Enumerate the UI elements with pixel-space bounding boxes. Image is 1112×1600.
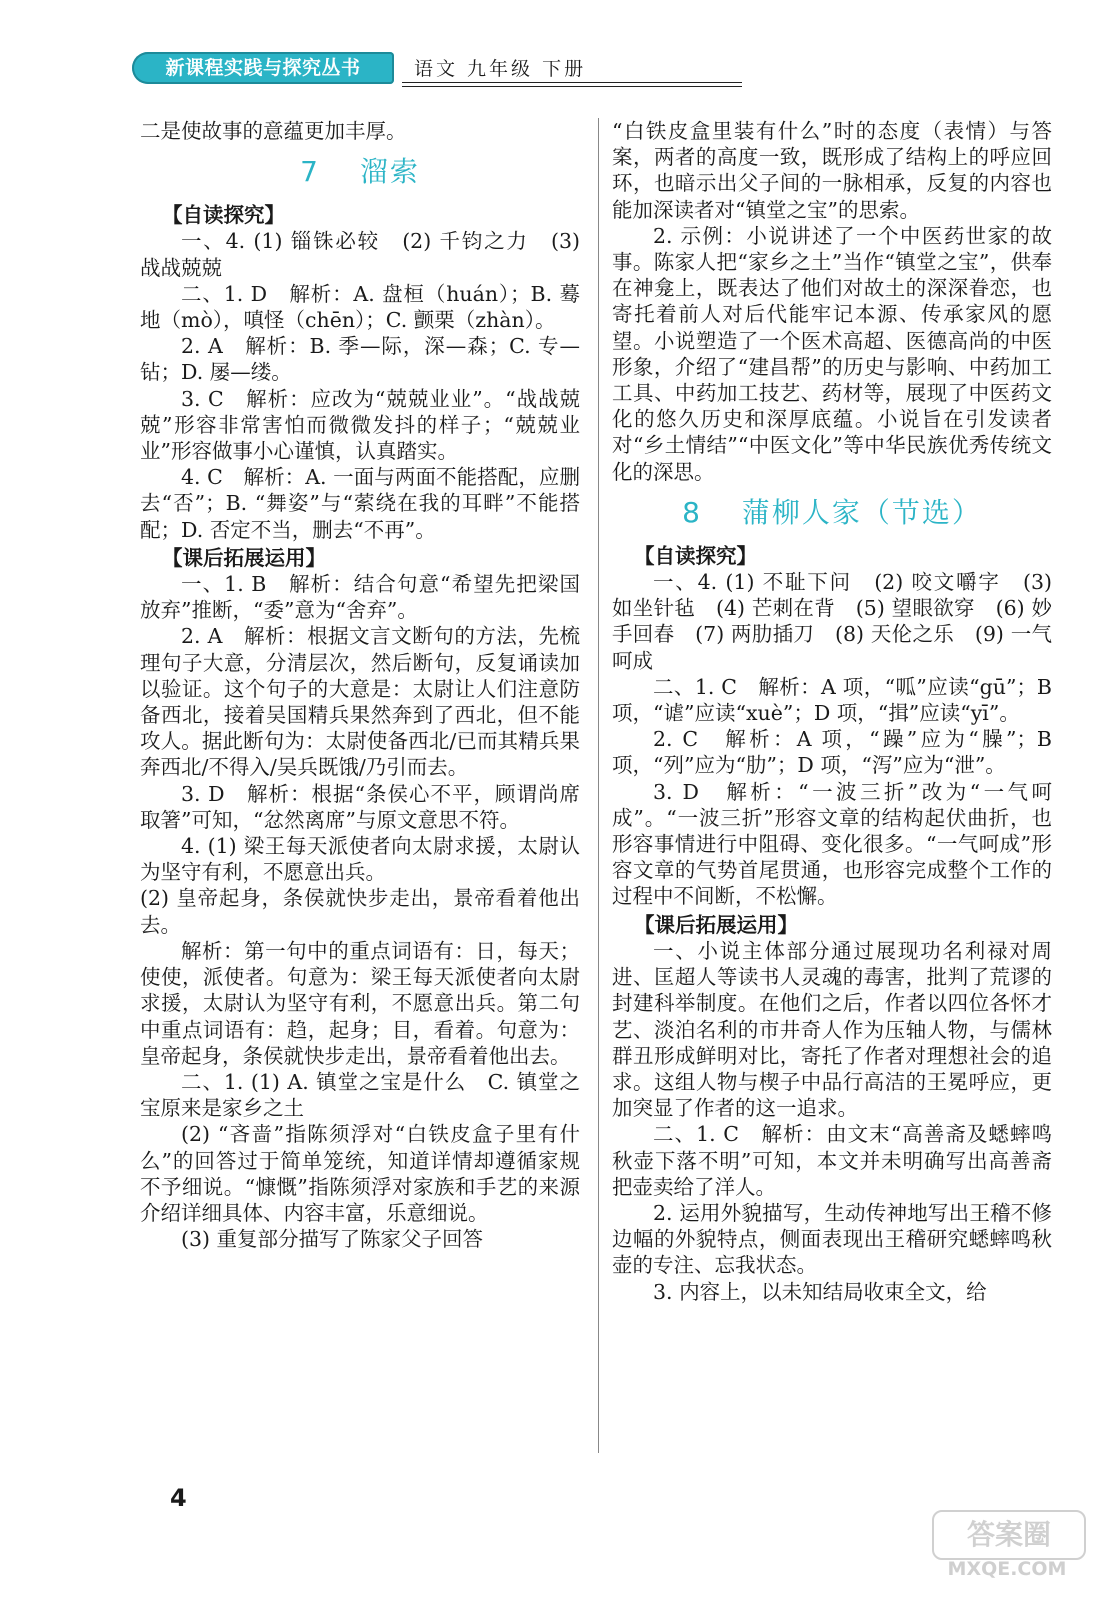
answer-paragraph: 3. D 解析：根据“条侯心不平，顾谓尚席取箸”可知，“忿然离席”与原文意思不符。 [140,781,580,832]
answer-paragraph: (2) “吝啬”指陈须浮对“白铁皮盒子里有什么”的回答过于简单笼统，知道详情却遵循家规不予细说。“慷慨”指陈须浮对家族和手艺的来源介绍详细具体、内容丰富，乐意细说。 [140,1122,580,1225]
section-heading: 【课后拓展运用】 [634,912,798,937]
answer-paragraph: 一、小说主体部分通过展现功名利禄对周进、匡超人等读书人灵魂的毒害，批判了荒谬的封建科举制度。在他们之后，作者以四位各怀才艺、淡泊名利的市井奇人作为压轴人物，与儒林群丑形成鲜明对比，寄托了作者对理想社会的追求。这组人物与楔子中品行高洁的王冕呼应，更加突显了作者的这一追求。 [612,938,1052,1121]
answer-paragraph: 2. A 解析：B. 季—际，深—森；C. 专—钻；D. 屡—缕。 [140,334,580,385]
answer-paragraph: 一、4. (1) 不耻下问 (2) 咬文嚼字 (3) 如坐针毡 (4) 芒刺在背 (5) 望眼欲穿 (6) 妙手回春 (7) 两肋插刀 (8) 天伦之乐 (9) 一气呵成 [612,570,1052,673]
answer-paragraph: 3. C 解析：应改为“兢兢业业”。“战战兢兢”形容非常害怕而微微发抖的样子；“兢兢业业”形容做事小心谨慎，认真踏实。 [140,386,580,464]
answer-paragraph: 4. C 解析：A. 一面与两面不能搭配，应删去“否”；B. “舞姿”与“萦绕在我的耳畔”不能搭配；D. 否定不当，删去“不再”。 [140,465,580,542]
grade-label: 语文 九年级 下册 [414,58,587,80]
page-number: 4 [170,1484,187,1512]
answer-paragraph: 二、1. D 解析：A. 盘桓（huán）；B. 蓦地（mò），嗔怪（chēn）；C. 颤栗（zhàn）。 [140,281,580,333]
answer-paragraph: 2. 运用外貌描写，生动传神地写出王稽不修边幅的外貌特点，侧面表现出王稽研究蟋蟀鸣秋壶的专注、忘我状态。 [612,1200,1052,1278]
answer-paragraph: 解析：第一句中的重点词语有：日，每天；使使，派使者。句意为：梁王每天派使者向太尉求援，太尉认为坚守有利，不愿意出兵。第二句中重点词语有：趋，起身；目，看着。句意为：皇帝起身，条侯就快步走出，景帝看着他出去。 [140,938,580,1068]
chapter-title [612,493,1052,533]
answer-paragraph: 一、4. (1) 锱铢必较 (2) 千钧之力 (3) 战战兢兢 [140,229,580,280]
chapter-title [140,152,580,192]
section-heading: 【课后拓展运用】 [162,545,326,570]
running-header [132,48,612,88]
answer-paragraph: 二、1. C 解析：A 项，“呱”应读“gū”；B 项，“谑”应读“xuè”；D 项，“揖”应读“yī”。 [612,674,1052,726]
answer-paragraph: 一、1. B 解析：结合句意“希望先把梁国放弃”推断，“委”意为“舍弃”。 [140,572,580,623]
answer-paragraph: 二、1. C 解析：由文末“高善斋及蟋蟀鸣秋壶下落不明”可知，本文并未明确写出高善斋把壶卖给了洋人。 [612,1122,1052,1199]
answer-paragraph: 3. 内容上，以未知结局收束全文，给 [653,1279,987,1304]
watermark-logo: 答案圈 [932,1510,1086,1560]
answer-paragraph: “白铁皮盒里装有什么”时的态度（表情）与答案，两者的高度一致，既形成了结构上的呼应回环，也暗示出父子间的一脉相承，反复的内容也能加深读者对“镇堂之宝”的思索。 [612,119,1052,222]
answer-paragraph: 4. (1) 梁王每天派使者向太尉求援，太尉认为坚守有利，不愿意出兵。 [140,834,580,885]
series-badge: 新课程实践与探究丛书 [132,52,394,84]
left-column [140,118,580,1252]
header-rule [402,82,742,83]
answer-paragraph: (2) 皇帝起身，条侯就快步走出，景帝看着他出去。 [140,886,580,937]
chapter-number: 7 [300,155,320,189]
watermark-site: MXQE.COM [947,1558,1067,1580]
answer-paragraph: 3. D 解析：“一波三折”改为“一气呵成”。“一波三折”形容文章的结构起伏曲折，也形容事情进行中阻碍、变化很多。“一气呵成”形容文章的气势首尾贯通，也形容完成整个工作的过程中不间断，不松懈。 [612,779,1052,909]
watermark [932,1510,1082,1580]
answer-paragraph: 2. A 解析：根据文言文断句的方法，先梳理句子大意，分清层次，然后断句，反复诵读加以验证。这个句子的大意是：太尉让人们注意防备西北，接着吴国精兵果然奔到了西北，但不能攻人。据此断句为：太尉使备西北/已而其精兵果奔西北/不得入/吴兵既饿/乃引而去。 [140,624,580,780]
answer-paragraph: 2. 示例：小说讲述了一个中医药世家的故事。陈家人把“家乡之土”当作“镇堂之宝”，供奉在神龛上，既表达了他们对故土的深深眷恋，也寄托着前人对后代能牢记本源、传承家风的愿望。小说塑造了一个医术高超、医德高尚的中医形象，介绍了“建昌帮”的历史与影响、中药加工工具、中药加工技艺、药材等，展现了中医药文化的悠久历史和深厚底蕴。小说旨在引发读者对“乡土情结”“中医文化”等中华民族优秀传统文化的深思。 [612,223,1052,484]
column-divider [598,118,599,1453]
answer-paragraph: (3) 重复部分描写了陈家父子回答 [181,1227,484,1252]
chapter-name: 溜索 [359,155,420,189]
chapter-name: 蒲柳人家（节选） [741,495,982,529]
header-rule-lower [402,86,742,87]
answer-paragraph: 2. C 解析：A 项，“躁”应为“臊”；B 项，“列”应为“肋”；D 项，“泻”应为“泄”。 [612,727,1052,778]
right-column [612,118,1052,1305]
section-heading: 【自读探究】 [634,543,757,568]
section-heading: 【自读探究】 [162,203,285,228]
answer-paragraph: 二是使故事的意蕴更加丰厚。 [140,119,407,143]
chapter-number: 8 [682,495,702,529]
answer-paragraph: 二、1. (1) A. 镇堂之宝是什么 C. 镇堂之宝原来是家乡之土 [140,1069,580,1121]
